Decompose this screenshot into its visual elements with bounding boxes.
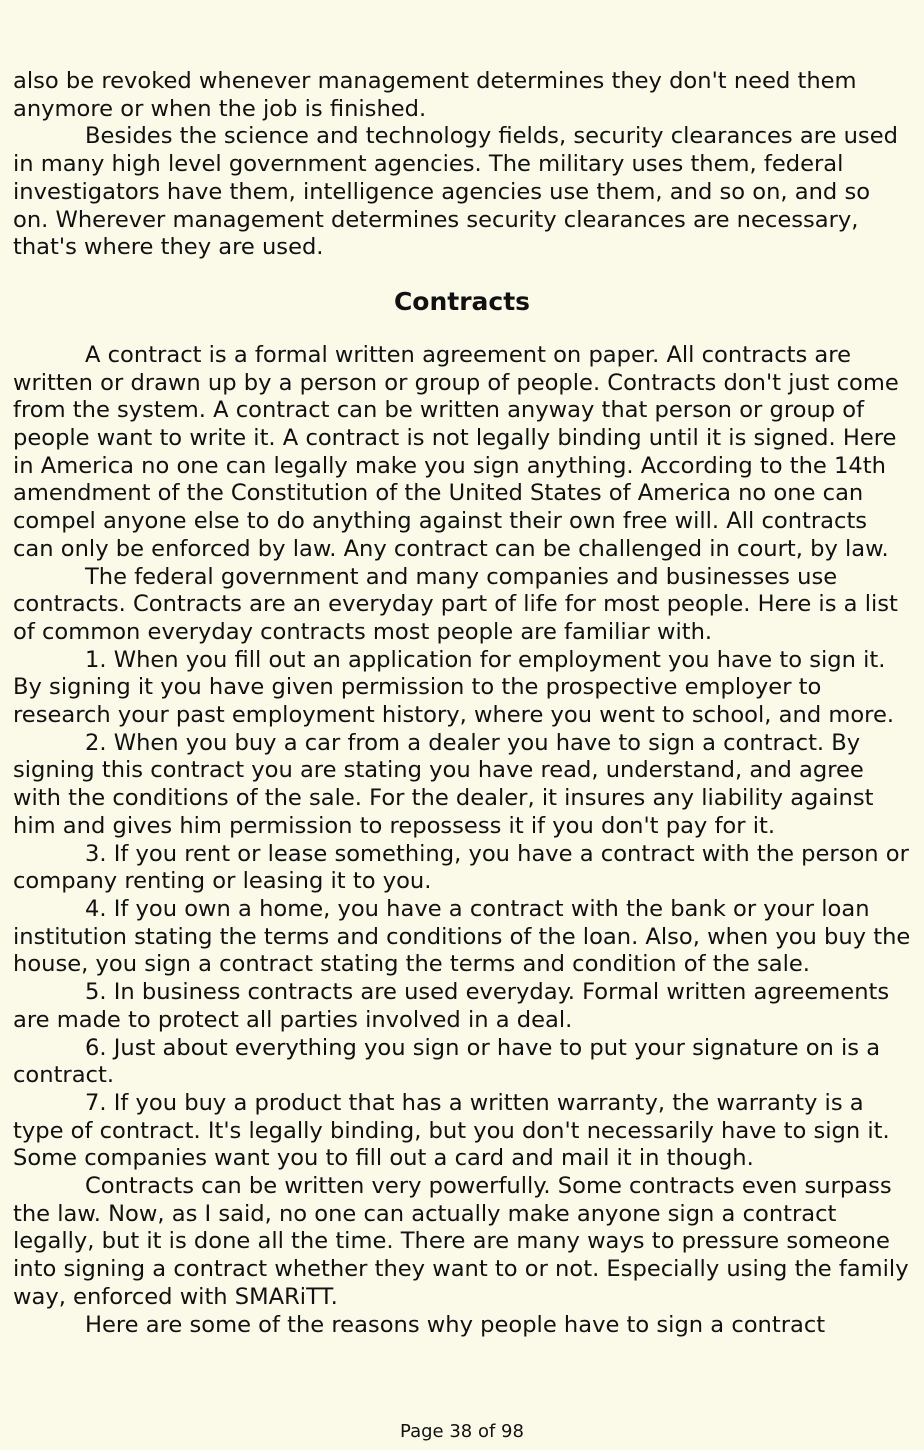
paragraph-contract-definition: A contract is a formal written agreement on paper. All contracts are written or drawn up by a person or group of people. Contracts don't just come from the system. A contract can be written anyway that person or group of people want to write it. A contract is not legally binding until it is signed. Here in America no one can legally make you sign anything. According to the 14th amendment of the Constitution of the United States of America no one can compel anyone else to do anything against their own free will. All contracts can only be enforced by law. Any contract can be challenged in court, by law. — [13, 341, 899, 562]
list-item-employment-application: 1. When you fill out an application for employment you have to sign it. By signing it you have given permission to the prospective employer to research your past employment history, where you went to school, and more. — [13, 646, 895, 729]
paragraph-clearance-revoked: also be revoked whenever management determines they don't need them anymore or when the job is finished. — [13, 68, 857, 122]
list-item-rent-lease: 3. If you rent or lease something, you have a contract with the person or company renting or leasing it to you. — [13, 840, 909, 895]
list-item-home-loan: 4. If you own a home, you have a contract with the bank or your loan institution stating the terms and conditions of the loan. Also, when you buy the house, you sign a contract stating the terms and condition of the sale. — [13, 895, 911, 978]
list-item-business: 5. In business contracts are used everyday. Formal written agreements are made to protect all parties involved in a deal. — [13, 979, 890, 1033]
document-page — [13, 68, 911, 1339]
list-item-warranty: 7. If you buy a product that has a written warranty, the warranty is a type of contract. It's legally binding, but you don't necessarily have to sign it. Some companies want you to fill out a card and mail it in though. — [13, 1089, 890, 1172]
list-item-car-purchase: 2. When you buy a car from a dealer you have to sign a contract. By signing this contract you are stating you have read, understand, and agree with the conditions of the sale. For the dealer, it insures any liability against him and gives him permission to repossess it if you don't pay for it. — [13, 729, 874, 839]
paragraph-contract-everyday: The federal government and many companies and businesses use contracts. Contracts are an everyday part of life for most people. Here is a list of common everyday contracts most people are familiar with. — [13, 563, 898, 645]
paragraph-clearance-agencies: Besides the science and technology fields, security clearances are used in many high level government agencies. The military uses them, federal investigators have them, intelligence agencies use them, and so on, and so on. Wherever management determines security clearances are necessary, that's where they are used. — [13, 123, 898, 261]
list-item-signature: 6. Just about everything you sign or have to put your signature on is a contract. — [13, 1034, 881, 1089]
paragraph-contract-reasons: Here are some of the reasons why people have to sign a contract — [85, 1311, 826, 1338]
page-indicator: Page 38 of 98 — [400, 1421, 524, 1442]
paragraph-contract-pressure: Contracts can be written very powerfully. Some contracts even surpass the law. Now, as I said, no one can actually make anyone sign a contract legally, but it is done all the time. There are many ways to pressure someone into signing a contract whether they want to or not. Especially using the family way, enforced with SMARiTT. — [13, 1173, 909, 1310]
section-heading-contracts: Contracts — [393, 286, 531, 316]
